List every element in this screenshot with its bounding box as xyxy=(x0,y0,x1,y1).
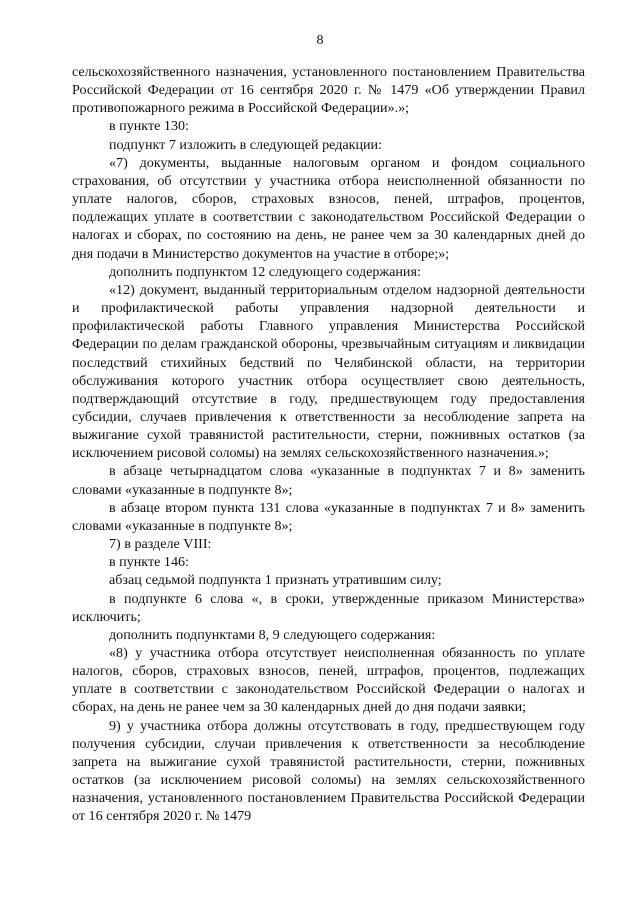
paragraph-12: в подпункте 6 слова «, в сроки, утвержденные приказом Министерства» исключить; xyxy=(72,590,585,625)
paragraph-7: в абзаце четырнадцатом слова «указанные в подпунктах 7 и 8» заменить словами «указанные в подпункте 8»; xyxy=(72,463,585,498)
paragraph-1: сельскохозяйственного назначения, установленного постановлением Правительства Российской Федерации от 16 сентября 2020 г. № 1479 «Об утверждении Правил противопожарного режима в Российской Федерации».»; xyxy=(72,64,585,117)
paragraph-2: в пункте 130: xyxy=(109,118,189,135)
paragraph-9: 7) в разделе VIII: xyxy=(109,536,212,553)
paragraph-5: дополнить подпунктом 12 следующего содержания: xyxy=(109,263,421,280)
paragraph-10: в пункте 146: xyxy=(109,554,189,571)
page-number: 8 xyxy=(316,33,324,48)
paragraph-14: «8) у участника отбора отсутствует неисполненная обязанность по уплате налогов, сборов, страховых взносов, пеней, штрафов, процентов, подлежащих уплате в соответствии с законодательством Российской Федерации о налогах и сборах, на день не ранее чем за 30 календарных дней до дня подачи заявки; xyxy=(72,645,585,716)
paragraph-3: подпункт 7 изложить в следующей редакции: xyxy=(109,136,383,153)
paragraph-15: 9) у участника отбора должны отсутствовать в году, предшествующем году получения субсидии, случаи привлечения к ответственности за несоблюдение запрета на выжигание сухой травянистой растительности, стерни, пожнивных остатков (за исключением рисовой соломы) на землях сельскохозяйственного назначения, установленного постановлением Правительства Российской Федерации от 16 сентября 2020 г. № 1479 xyxy=(72,717,585,825)
paragraph-4: «7) документы, выданные налоговым органом и фондом социального страхования, об отсутствии у участника отбора неисполненной обязанности по уплате налогов, сборов, страховых взносов, пеней, штрафов, процентов, подлежащих уплате в соответствии с законодательством Российской Федерации о налогах и сборах, по состоянию на день, не ранее чем за 30 календарных дней до дня подачи в Министерство документов на участие в отборе;»; xyxy=(72,154,585,262)
document-body xyxy=(72,63,585,826)
paragraph-11: абзац седьмой подпункта 1 признать утратившим силу; xyxy=(109,572,442,589)
paragraph-6: «12) документ, выданный территориальным отделом надзорной деятельности и профилактической работы управления надзорной деятельности и профилактической работы Главного управления Министерства Российской Федерации по делам гражданской обороны, чрезвычайным ситуациям и ликвидации последствий стихийных бедствий по Челябинской области, на территории обслуживания которого участник отбора осуществляет свою деятельность, подтверждающий отсутствие в году, предшествующем году предоставления субсидии, случаев привлечения к ответственности за несоблюдение запрета на выжигание сухой травянистой растительности, стерни, пожнивных остатков (за исключением рисовой соломы) на землях сельскохозяйственного назначения.»; xyxy=(72,281,585,462)
paragraph-8: в абзаце втором пункта 131 слова «указанные в подпунктах 7 и 8» заменить словами «указанные в подпункте 8»; xyxy=(72,499,585,534)
paragraph-13: дополнить подпунктами 8, 9 следующего содержания: xyxy=(109,626,436,643)
